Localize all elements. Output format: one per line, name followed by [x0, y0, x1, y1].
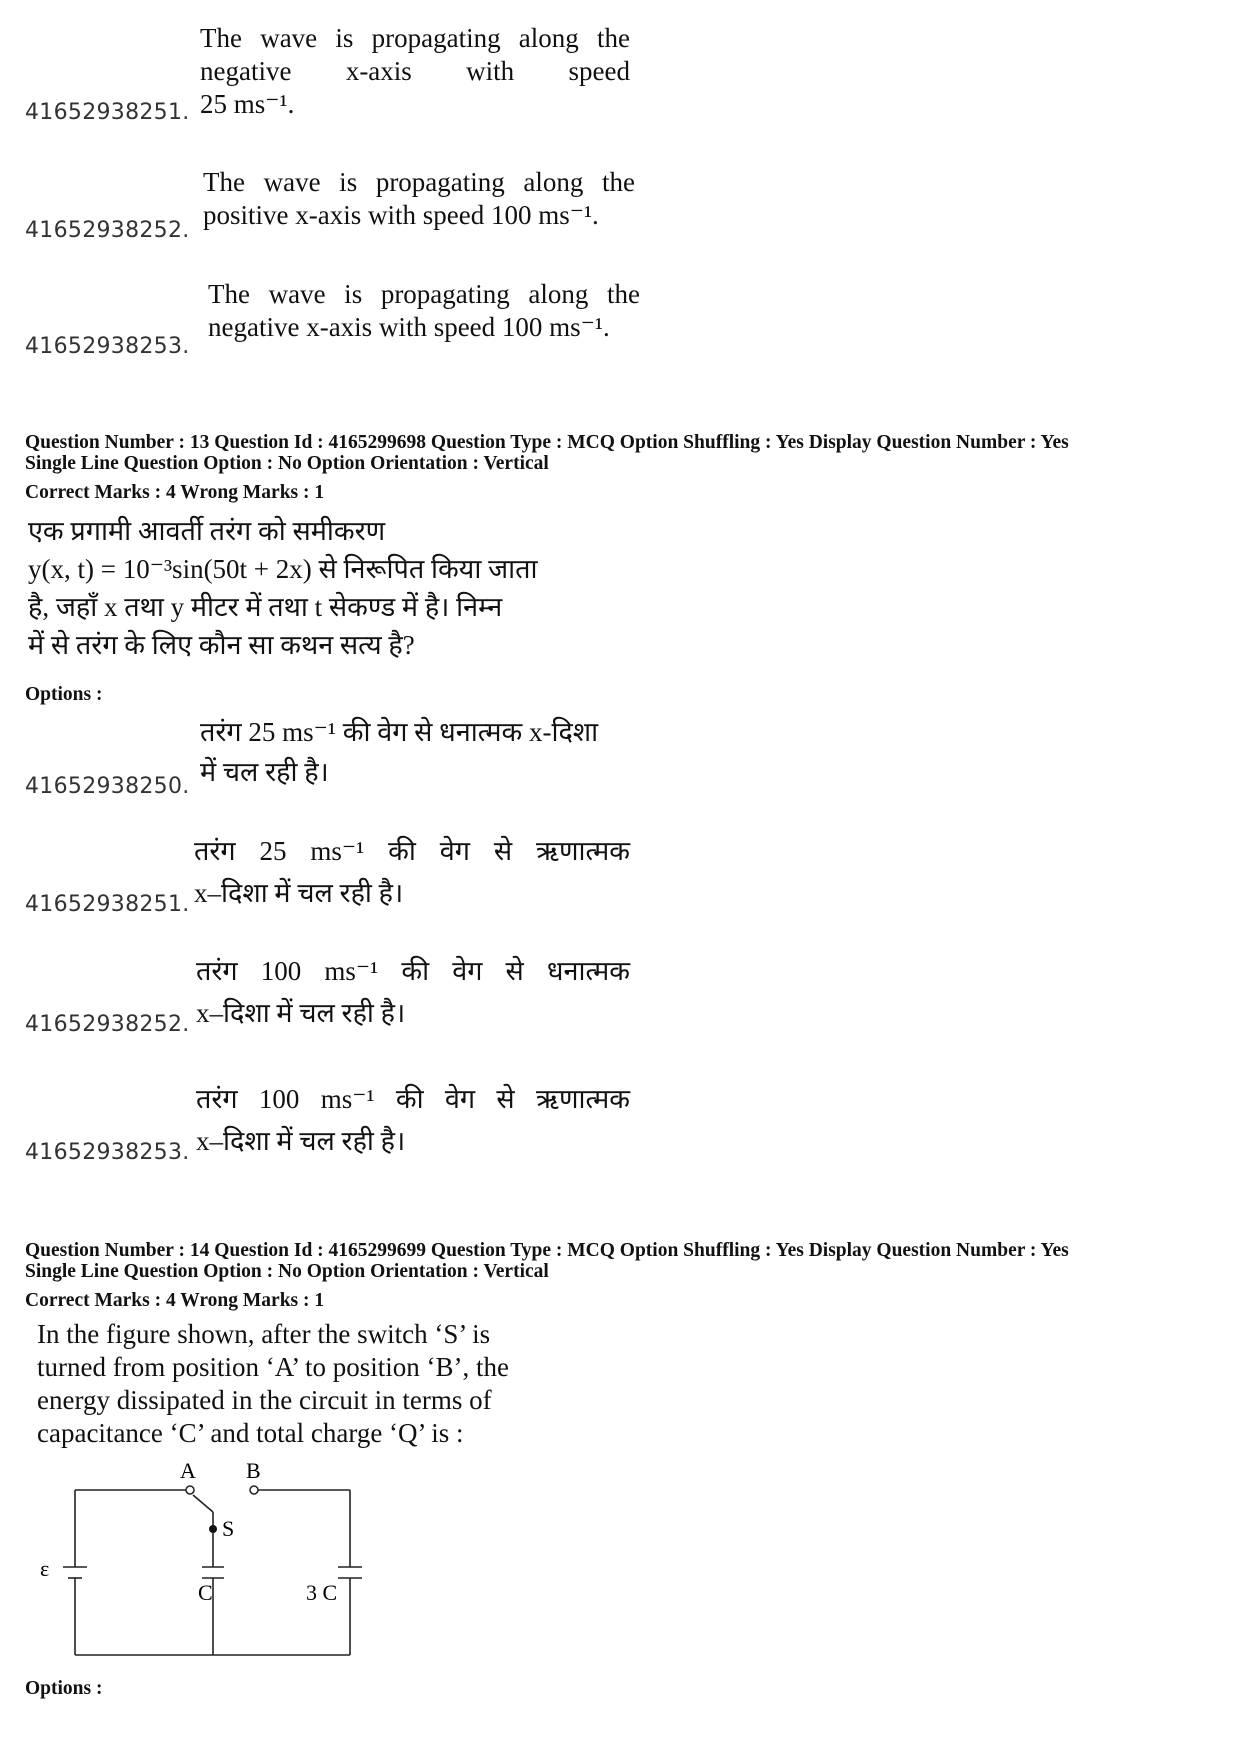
- question-text: [28, 512, 548, 664]
- switch-pivot: [209, 1525, 217, 1533]
- question-line: turned from position ‘A’ to position ‘B’, the: [37, 1352, 509, 1382]
- question-line: y(x, t) = 10⁻³sin(50t + 2x) से निरूपित किया जाता: [28, 554, 538, 584]
- option-line: में चल रही है।: [200, 757, 329, 787]
- label-s: S: [222, 1516, 235, 1541]
- question-line: है, जहाँ x तथा y मीटर में तथा t सेकण्ड में है। निम्न: [28, 592, 503, 622]
- option-line: तरंग 25 ms⁻¹ की वेग से धनात्मक x-दिशा: [200, 717, 599, 747]
- option-id: 41652938253.: [25, 1140, 190, 1165]
- question-meta-line-1: Question Number : 13 Question Id : 4165299698 Question Type : MCQ Option Shuffling : Yes Display Question Number : Yes: [25, 432, 1069, 453]
- question-line: energy dissipated in the circuit in terms of: [37, 1385, 492, 1415]
- label-emf: ε: [40, 1556, 50, 1581]
- option-text: [200, 712, 640, 792]
- label-c: C: [198, 1580, 213, 1605]
- option-id: 41652938252.: [25, 1012, 190, 1037]
- option-line: The wave is propagating along the: [200, 23, 630, 53]
- label-3c: 3 C: [306, 1580, 338, 1605]
- option-text: [194, 830, 630, 914]
- question-meta-line-1: Question Number : 14 Question Id : 4165299699 Question Type : MCQ Option Shuffling : Yes Display Question Number : Yes: [25, 1240, 1069, 1261]
- terminal-a: [186, 1486, 194, 1494]
- question-line: में से तरंग के लिए कौन सा कथन सत्य है?: [28, 630, 415, 660]
- option-line: तरंग 100 ms⁻¹ की वेग से धनात्मक: [196, 956, 630, 986]
- label-b: B: [246, 1458, 261, 1483]
- option-line: The wave is propagating along the: [203, 167, 635, 197]
- label-a: A: [180, 1458, 196, 1483]
- option-id: 41652938250.: [25, 774, 190, 799]
- option-text: [203, 166, 635, 232]
- question-marks: Correct Marks : 4 Wrong Marks : 1: [25, 1290, 325, 1311]
- option-id: 41652938251.: [25, 892, 190, 917]
- option-id: 41652938252.: [25, 218, 190, 243]
- option-line: x–दिशा में चल रही है।: [194, 878, 404, 908]
- option-text: [196, 1078, 630, 1162]
- option-line: तरंग 100 ms⁻¹ की वेग से ऋणात्मक: [196, 1084, 630, 1114]
- option-id: 41652938253.: [25, 334, 190, 359]
- question-marks: Correct Marks : 4 Wrong Marks : 1: [25, 482, 325, 503]
- terminal-b: [250, 1486, 258, 1494]
- option-line: x–दिशा में चल रही है।: [196, 998, 406, 1028]
- question-text: [37, 1318, 537, 1450]
- option-text: [196, 950, 630, 1034]
- options-label: Options :: [25, 1678, 103, 1699]
- option-line: x–दिशा में चल रही है।: [196, 1126, 406, 1156]
- option-line: negative x-axis with speed: [200, 56, 630, 86]
- option-text: [200, 22, 630, 121]
- option-line: negative x-axis with speed 100 ms⁻¹.: [208, 312, 610, 342]
- options-label: Options :: [25, 684, 103, 705]
- question-meta-line-2: Single Line Question Option : No Option Orientation : Vertical: [25, 1261, 549, 1282]
- option-line: तरंग 25 ms⁻¹ की वेग से ऋणात्मक: [194, 836, 630, 866]
- option-line: 25 ms⁻¹.: [200, 89, 295, 119]
- question-line: एक प्रगामी आवर्ती तरंग को समीकरण: [28, 516, 386, 546]
- question-line: capacitance ‘C’ and total charge ‘Q’ is :: [37, 1418, 464, 1448]
- switch-arm: [193, 1495, 213, 1512]
- circuit-diagram: [30, 1450, 370, 1665]
- option-text: [208, 278, 640, 344]
- question-line: In the figure shown, after the switch ‘S’ is: [37, 1319, 491, 1349]
- option-line: The wave is propagating along the: [208, 279, 640, 309]
- option-line: positive x-axis with speed 100 ms⁻¹.: [203, 200, 599, 230]
- question-meta-line-2: Single Line Question Option : No Option Orientation : Vertical: [25, 453, 549, 474]
- option-id: 41652938251.: [25, 100, 190, 125]
